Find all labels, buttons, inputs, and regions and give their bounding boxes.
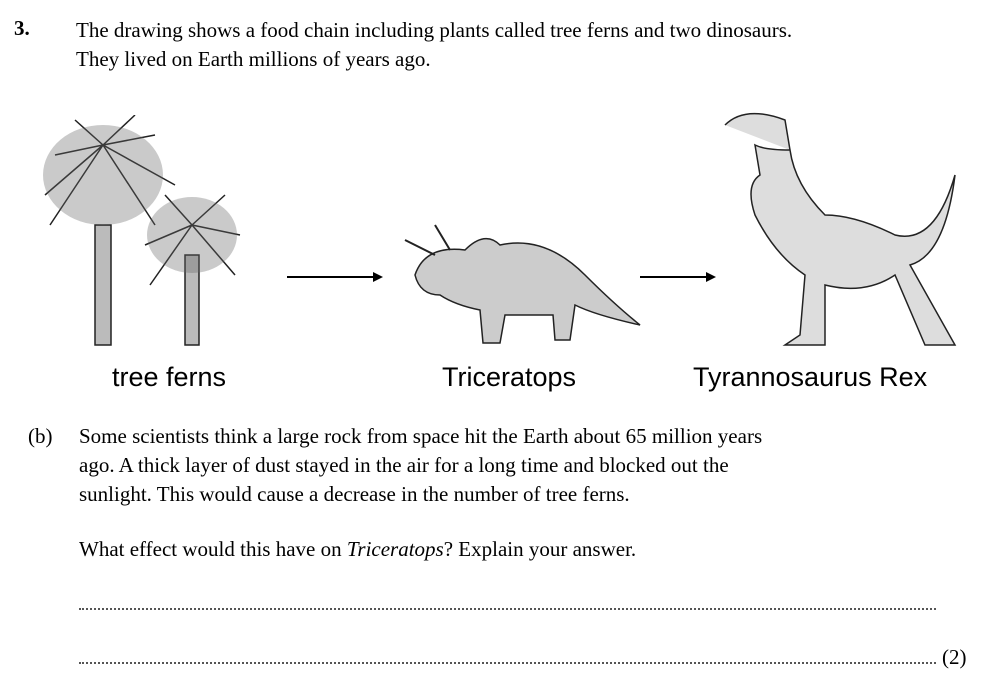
intro-line-1: The drawing shows a food chain including plants called tree ferns and two dinosaurs. xyxy=(76,18,793,42)
answer-line-1[interactable] xyxy=(79,608,936,610)
intro-line-2: They lived on Earth millions of years ago. xyxy=(76,47,431,71)
part-b-prompt xyxy=(79,535,636,564)
question-number: 3. xyxy=(14,16,30,40)
tree-ferns-illustration xyxy=(35,115,245,350)
marks: (2) xyxy=(942,645,967,669)
label-triceratops: Triceratops xyxy=(442,362,577,392)
part-b-line-3: sunlight. This would cause a decrease in the number of tree ferns. xyxy=(79,482,630,506)
part-b-line-2: ago. A thick layer of dust stayed in the air for a long time and blocked out the xyxy=(79,453,729,477)
prompt-before: What effect would this have on xyxy=(79,537,347,561)
arrow-icon xyxy=(285,270,385,284)
prompt-after: ? Explain your answer. xyxy=(443,537,637,561)
tyrannosaurus-illustration xyxy=(715,105,965,350)
part-b-label: (b) xyxy=(28,424,53,448)
part-b-line-1: Some scientists think a large rock from space hit the Earth about 65 million years xyxy=(79,424,763,448)
arrow-icon xyxy=(638,270,718,284)
answer-line-2[interactable] xyxy=(79,662,936,664)
triceratops-illustration xyxy=(395,215,645,350)
label-tyrannosaurus-rex: Tyrannosaurus Rex xyxy=(693,362,928,392)
prompt-italic: Triceratops xyxy=(346,537,444,561)
label-tree-ferns: tree ferns xyxy=(112,362,227,392)
